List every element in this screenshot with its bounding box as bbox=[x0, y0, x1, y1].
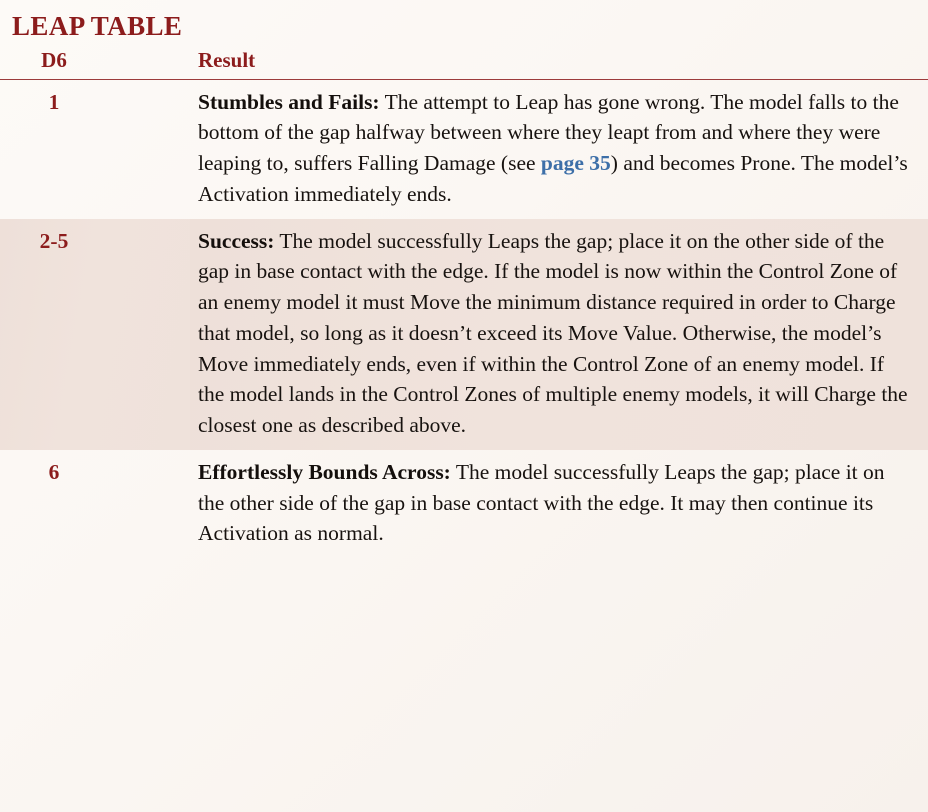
column-header-result: Result bbox=[198, 47, 256, 72]
leap-table bbox=[0, 46, 928, 558]
table-row bbox=[0, 219, 928, 450]
result-body-after-link: ) and becomes Prone. The model’s Activation immediately ends. bbox=[198, 151, 908, 206]
table-body bbox=[0, 79, 928, 558]
cell-result bbox=[190, 79, 928, 218]
cell-d6: 2-5 bbox=[0, 219, 190, 450]
table-header bbox=[0, 46, 928, 80]
cell-d6: 1 bbox=[48, 89, 60, 114]
table-row bbox=[0, 79, 928, 218]
table-header-row bbox=[0, 46, 928, 80]
column-header-d6: D6 bbox=[41, 47, 67, 72]
cell-result bbox=[190, 450, 928, 558]
result-body-before-link: The attempt to Leap has gone wrong. The model falls to the bottom of the gap halfway between where they leapt from and where they were leaping to, suffers Falling Damage (see bbox=[198, 89, 899, 176]
cell-result bbox=[190, 219, 928, 450]
result-body-before-link: The model successfully Leaps the gap; place it on the other side of the gap in base contact with the edge. If the model is now within the Control Zone of an enemy model it must Move the minimum distance required in order to Charge that model, so long as it doesn’t exceed its Move Value. Otherwise, the model’s Move immediately ends, even if within the Control Zone of an enemy model. If the model lands in the Control Zones of multiple enemy models, it will Charge the closest one as described above. bbox=[198, 228, 908, 438]
table-row bbox=[0, 450, 928, 558]
cell-d6: 6 bbox=[48, 459, 60, 484]
page-title: LEAP TABLE bbox=[12, 11, 183, 41]
result-lead: Effortlessly Bounds Across: bbox=[198, 459, 451, 484]
page-reference-link[interactable]: page 35 bbox=[540, 151, 611, 176]
result-lead: Stumbles and Fails: bbox=[198, 89, 380, 114]
result-body-before-link: The model successfully Leaps the gap; place it on the other side of the gap in base contact with the edge. It may then continue its Activation as normal. bbox=[198, 459, 885, 546]
result-lead: Success: bbox=[198, 228, 275, 253]
